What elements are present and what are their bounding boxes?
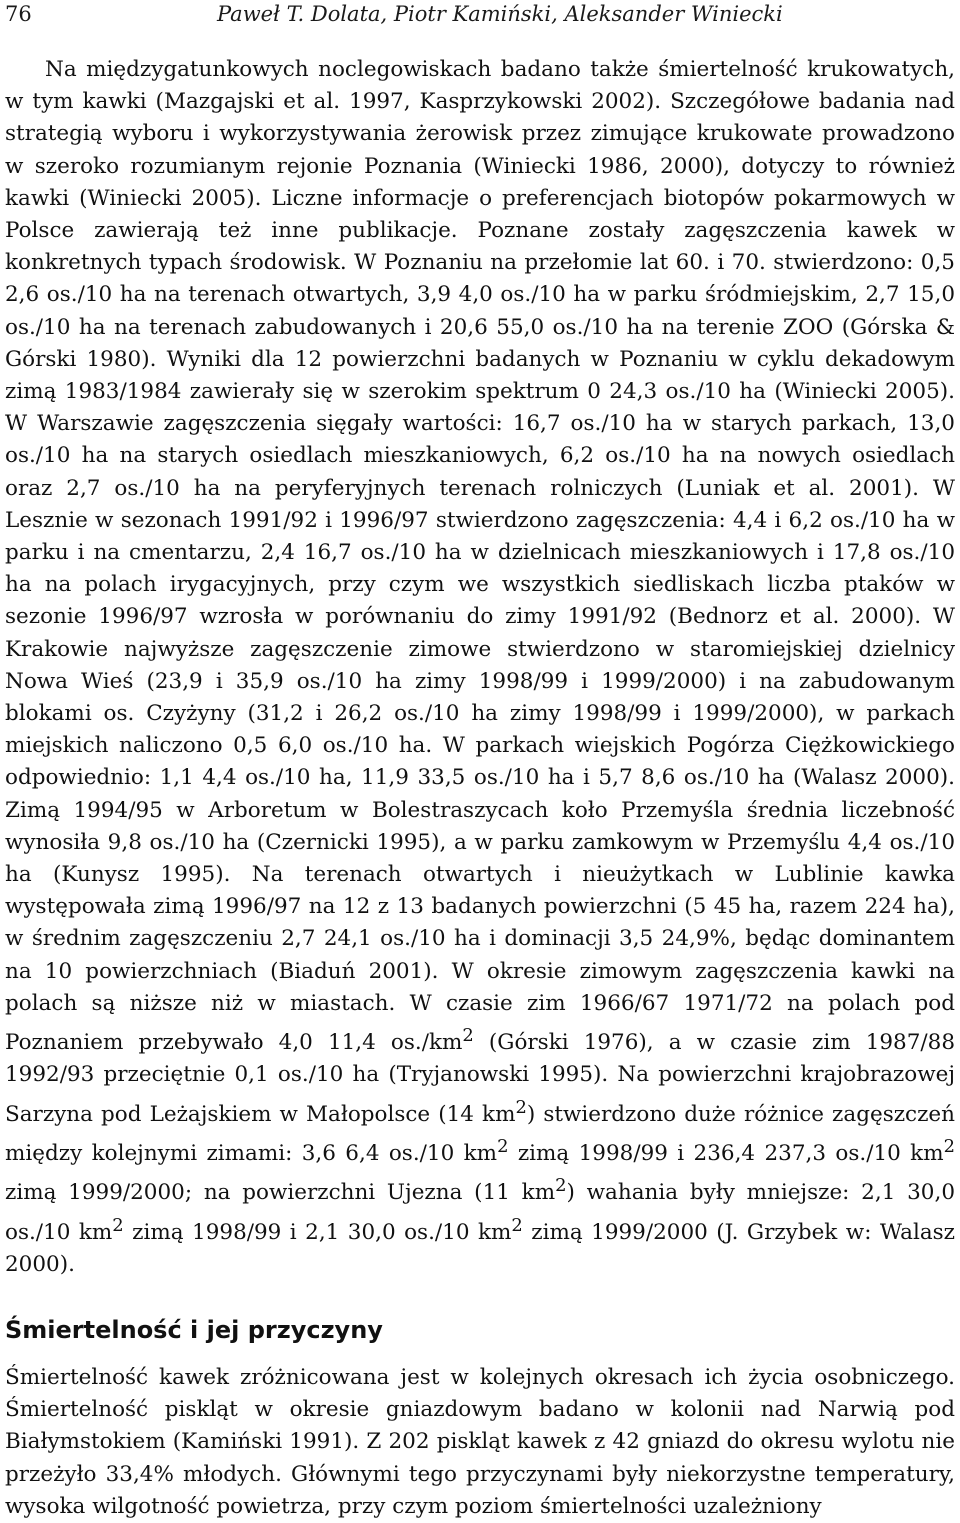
paragraph-text: (Górski 1976), a w czasie zim 1987/88 1992/93 przeciętnie 0,1 os./10 ha (Tryjanowski 1995). Na powierzchni krajobrazowej Sarzyna pod Leżajskiem w Małopolsce (14 km: [5, 1030, 956, 1127]
paragraph-text: Na międzygatunkowych noclegowiskach badano także śmiertelność krukowatych, w tym kawki (Mazgajski et al. 1997, Kasprzykowski 2002). Szczegółowe badania nad strategią wyboru i wykorzystywania żerowisk przez zimujące krukowate prowadzono w szeroko rozumianym rejonie Poznania (Winiecki 1986, 2000), dotyczy to również kawki (Winiecki 2005). Liczne informacje o preferencjach biotopów pokarmowych w Polsce zawierają też inne publikacje. Poznane zostały zagęszczenia kawek w konkretnych typach środowisk. W Poznaniu na przełomie lat 60. i 70. stwierdzono: 0,5 2,6 os./10 ha na terenach otwartych, 3,9 4,0 os./10 ha w parku śródmiejskim, 2,7 15,0 os./10 ha na terenach zabudowanych i 20,6 55,0 os./10 ha na terenie ZOO (Górska & Górski 1980). Wyniki dla 12 powierzchni badanych w Poznaniu w cyklu dekadowym zimą 1983/1984 zawierały się w szerokim spektrum 0 24,3 os./10 ha (Winiecki 2005). W Warszawie zagęszczenia sięgały wartości: 16,7 os./10 ha w starych parkach, 13,0 os./10 ha na starych osiedlach mieszkaniowych, 6,2 os./10 ha na nowych osiedlach oraz 2,7 os./10 ha na peryferyjnych terenach rolniczych (Luniak et al. 2001). W Lesznie w sezonach 1991/92 i 1996/97 stwierdzono zagęszczenia: 4,4 i 6,2 os./10 ha w parku i na cmentarzu, 2,4 16,7 os./10 ha w dzielnicach mieszkaniowych i 17,8 os./10 ha na polach irygacyjnych, przy czym we wszystkich siedliskach liczba ptaków w sezonie 1996/97 wzrosła w porównaniu do zimy 1991/92 (Bednorz et al. 2000). W Krakowie najwyższe zagęszczenie zimowe stwierdzono w staromiejskiej dzielnicy Nowa Wieś (23,9 i 35,9 os./10 ha zimy 1998/99 i 1999/2000) i na zabudowanym blokami os. Czyżyny (31,2 i 26,2 os./10 ha zimy 1998/99 i 1999/2000), w parkach miejskich naliczono 0,5 6,0 os./10 ha. W parkach wiejskich Pogórza Ciężkowickiego odpowiednio: 1,1 4,4 os./10 ha, 11,9 33,5 os./10 ha i 5,7 8,6 os./10 ha (Walasz 2000). Zimą 1994/95 w Arboretum w Bolestraszycach koło Przemyśla średnia liczebność wynosiła 9,8 os./10 ha (Czernicki 1995), a w parku zamkowym w Przemyślu 4,4 os./10 ha (Kunysz 1995). Na terenach otwartych i nieużytkach w Lublinie kawka występowała zimą 1996/97 na 12 z 13 badanych powierzchni (5 45 ha, razem 224 ha), w średnim zagęszczeniu 2,7 24,1 os./10 ha i dominacji 3,5 24,9%, będąc dominantem na 10 powierzchniach (Biaduń 2001). W okresie zimowym zagęszczenia kawki na polach są niższe niż w miastach. W czasie zim 1966/67 1971/72 na polach pod Poznaniem przebywało 4,0 11,4 os./km: [5, 57, 955, 1056]
superscript: 2: [511, 1214, 523, 1236]
paragraph-text: zimą 1998/99 i 2,1 30,0 os./10 km: [123, 1219, 512, 1245]
paragraph-text: zimą 1999/2000 (J. Grzybek w: Walasz 2000).: [5, 1219, 956, 1278]
running-header: [5, 2, 955, 28]
superscript: 2: [555, 1175, 567, 1197]
superscript: 2: [112, 1214, 124, 1236]
paragraph-text: ) stwierdzono duże różnice zagęszczeń między kolejnymi zimami: 3,6 6,4 os./10 km: [5, 1101, 955, 1167]
running-head-authors: Paweł T. Dolata, Piotr Kamiński, Aleksander Winiecki: [217, 2, 783, 26]
section-heading: Śmiertelność i jej przyczyny: [5, 1316, 383, 1344]
page-number: 76: [5, 2, 32, 26]
body-paragraph-densities: [5, 54, 955, 1281]
body-paragraph-mortality: Śmiertelność kawek zróżnicowana jest w kolejnych okresach ich życia osobniczego. Śmiertelność piskląt w okresie gniazdowym badano w kolonii nad Narwią pod Białymstokiem (Kamiński 1991). Z 202 piskląt kawek z 42 gniazd do okresu wylotu nie przeżyło 33,4% młodych. Głównymi tego przyczynami były niekorzystne temperatury, wysoka wilgotność powietrza, przy czym poziom śmiertelności uzależniony: [5, 1365, 955, 1519]
superscript: 2: [515, 1096, 527, 1118]
paragraph-text: zimą 1999/2000; na powierzchni Ujezna (11 km: [5, 1180, 556, 1206]
superscript: 2: [497, 1136, 509, 1158]
superscript: 2: [462, 1025, 474, 1047]
paragraph-text: zimą 1998/99 i 236,4 237,3 os./10 km: [508, 1141, 944, 1167]
superscript: 2: [943, 1136, 955, 1158]
paragraph-text: ) wahania były mniejsze: 2,1 30,0 os./10 km: [5, 1180, 955, 1245]
